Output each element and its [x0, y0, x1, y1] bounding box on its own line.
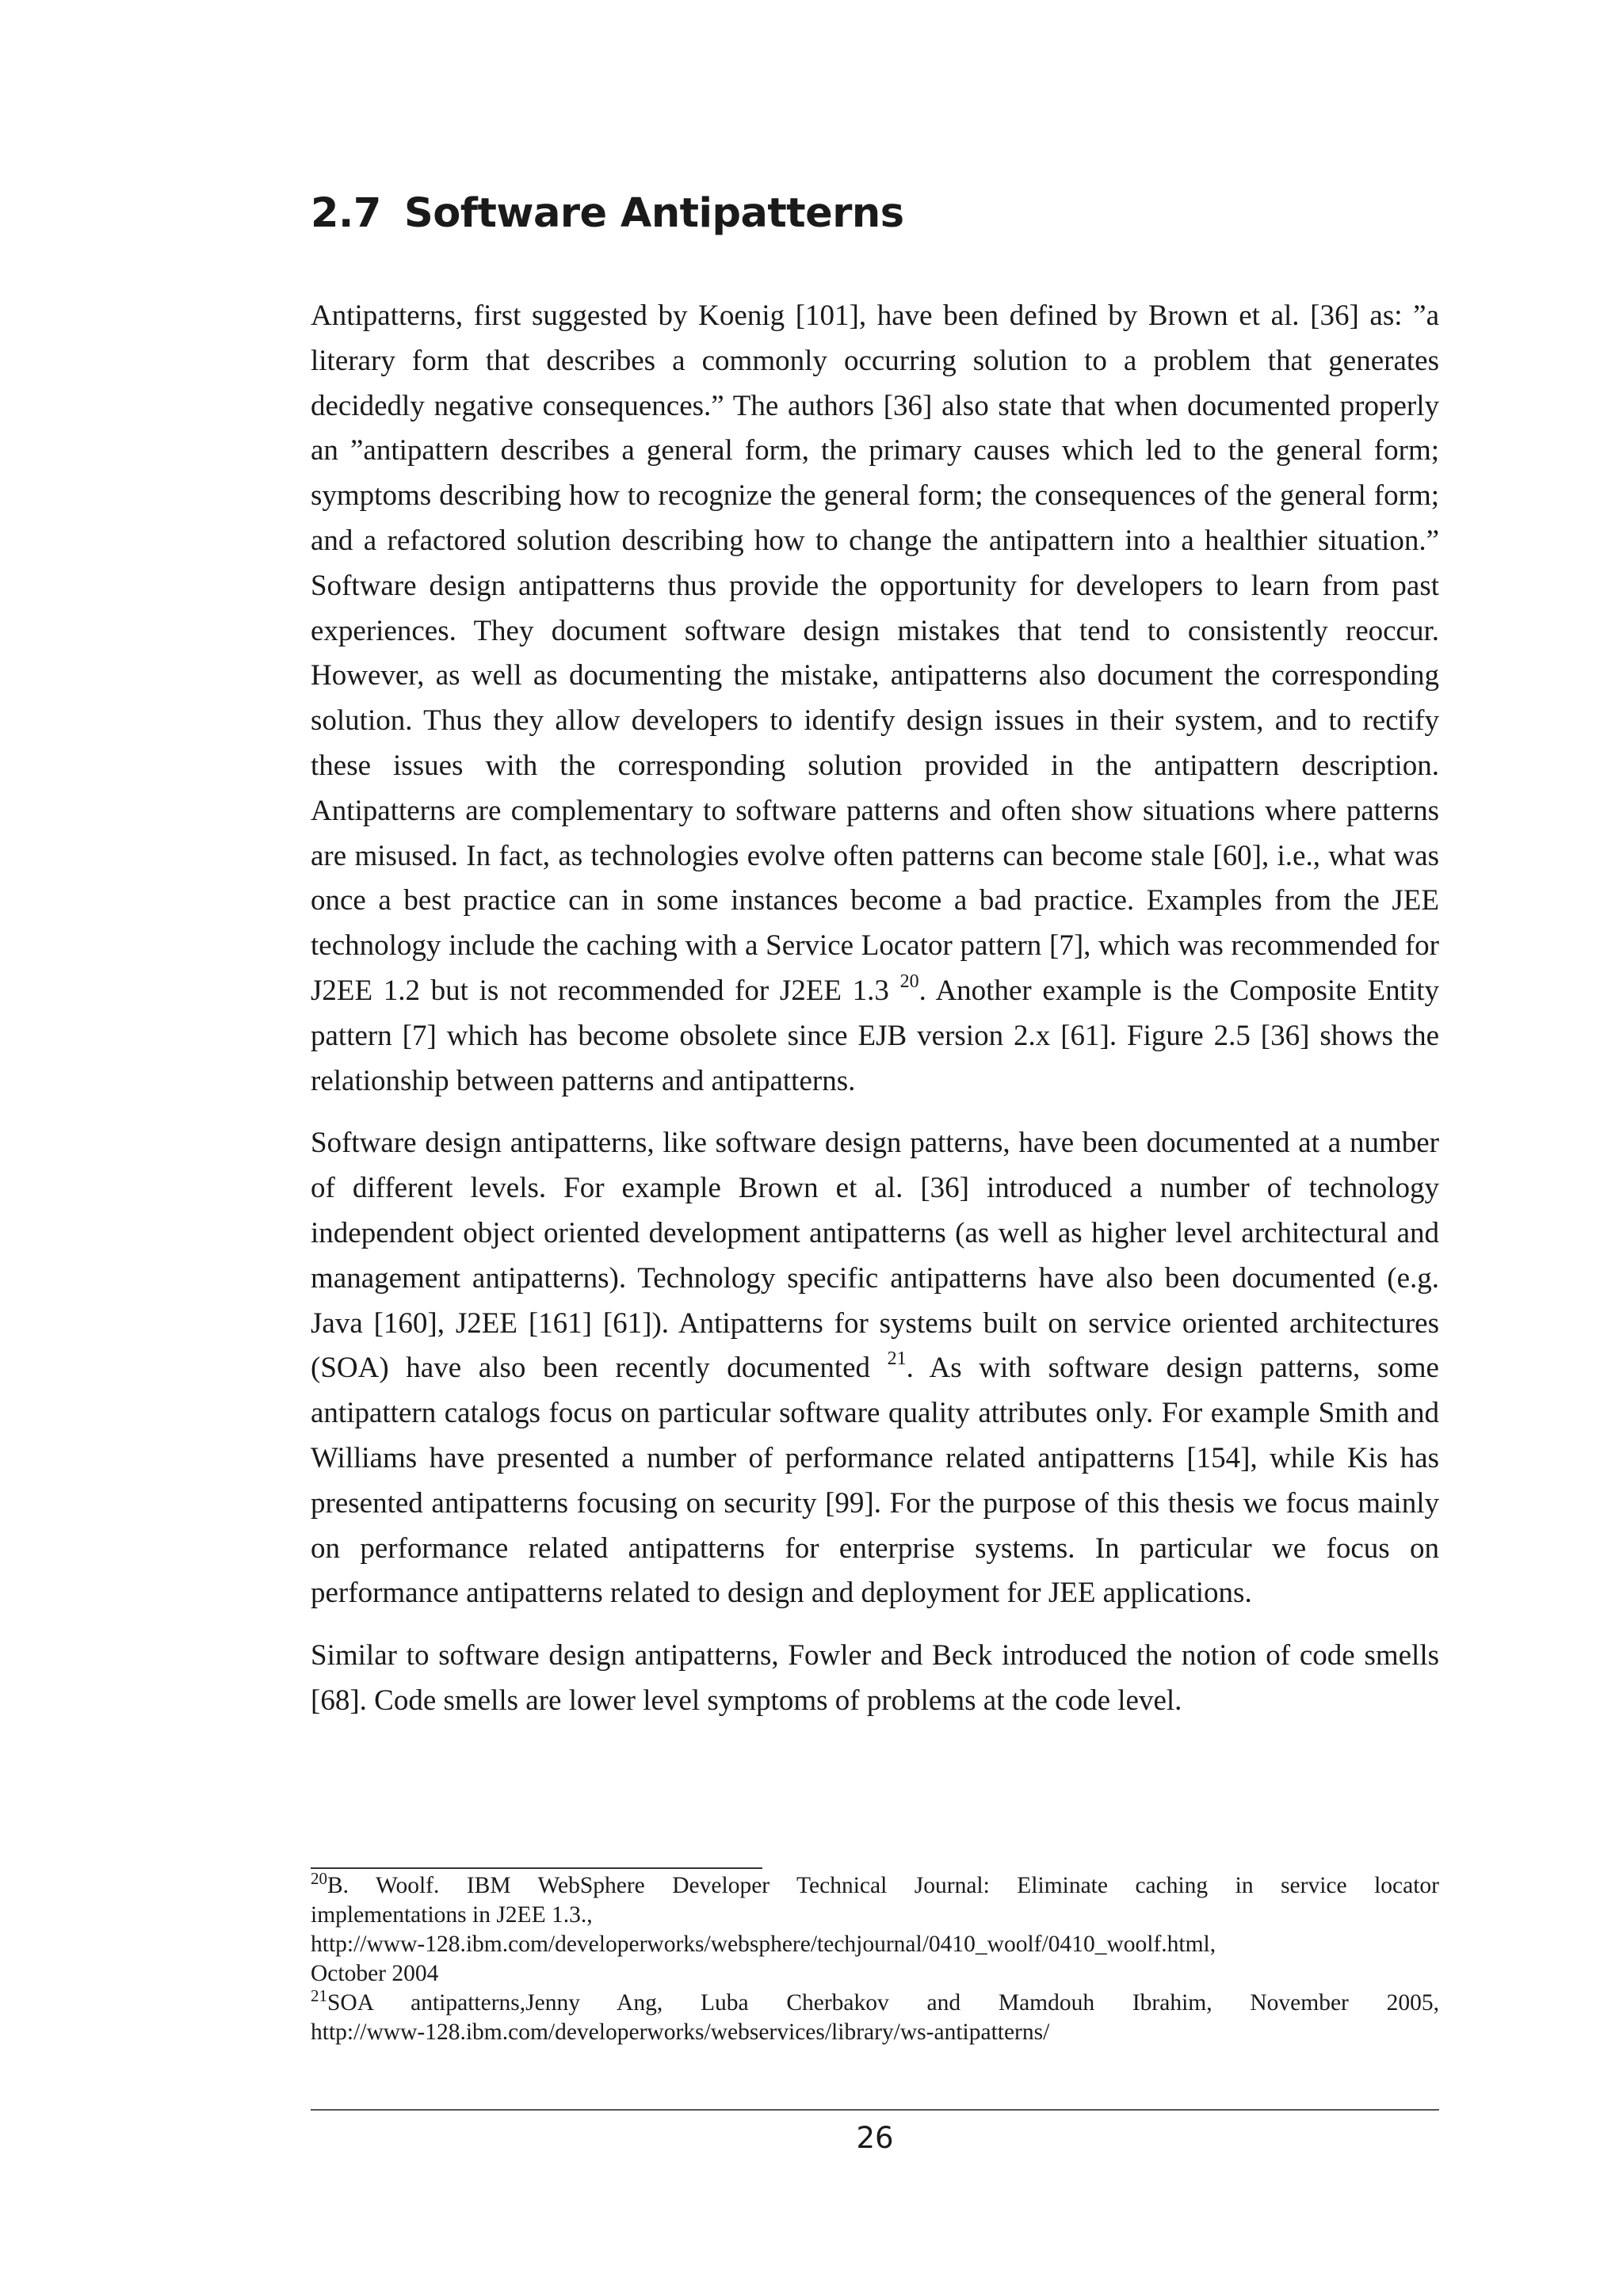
footnote-21-mark: 21	[311, 1986, 327, 2005]
page	[311, 0, 1439, 2296]
section-number: 2.7	[311, 190, 381, 237]
footnote-20-line-1	[311, 1871, 1439, 1901]
footnote-divider	[311, 1867, 762, 1869]
footnote-20-line-2: implementations in J2EE 1.3.,	[311, 1902, 593, 1928]
section-heading	[311, 190, 904, 237]
footnote-20-date: October 2004	[311, 1961, 439, 1986]
footnotes	[311, 1871, 1439, 2047]
paragraph-1	[311, 294, 1439, 1104]
footnote-21	[311, 1986, 1439, 2047]
paragraph-3: Similar to software design antipatterns, Fowler and Beck introduced the notion of code smells [68]. Code smells are lower level symptoms of problems at the code level.	[311, 1639, 1439, 1717]
paragraph-1-text-a: Antipatterns, first suggested by Koenig [101], have been defined by Brown et al. [36] as: ”a literary form that describes a commonly occurring solution to a problem that generates decidedly negative consequences.” The authors [36] also state that when documented properly an ”antipattern describes a general form, the primary causes which led to the general form; symptoms describing how to recognize the general form; the consequences of the general form; and a refactored solution describing how to change the antipattern into a healthier situation.” Software design antipatterns thus provide the opportunity for developers to learn from past experiences. They document software design mistakes that tend to consistently reoccur. However, as well as documenting the mistake, antipatterns also document the corresponding solution. Thus they allow developers to identify design issues in their system, and to rectify these issues with the corresponding solution provided in the antipattern description. Antipatterns are complementary to software patterns and often show situations where patterns are misused. In fact, as technologies evolve often patterns can become stale [60], i.e., what was once a best practice can in some instances become a bad practice. Examples from the JEE technology include the caching with a Service Locator pattern [7], which was recommended for J2EE 1.2 but is not recommended for J2EE 1.3	[311, 299, 1439, 1007]
footnote-21-url[interactable]: http://www-128.ibm.com/developerworks/webservices/library/ws-antipatterns/	[311, 2019, 1050, 2045]
page-number: 26	[856, 2121, 894, 2155]
footnote-21-line-1	[311, 1986, 1439, 2018]
footnote-20-mark: 20	[311, 1869, 327, 1888]
footnote-21-text: SOA antipatterns,Jenny Ang, Luba Cherbakov and Mamdouh Ibrahim, November 2005,	[327, 1990, 1439, 2016]
paragraph-2-text-a: Software design antipatterns, like software design patterns, have been documented at a number of different levels. For example Brown et al. [36] introduced a number of technology independent object oriented development antipatterns (as well as higher level architectural and management antipatterns). Technology specific antipatterns have also been documented (e.g. Java [160], J2EE [161] [61]). Antipatterns for systems built on service oriented architectures (SOA) have also been recently documented	[311, 1127, 1439, 1385]
footnote-ref-21[interactable]: 21	[887, 1348, 907, 1370]
footnote-20-text: B. Woolf. IBM WebSphere Developer Technical Journal: Eliminate caching in service locator	[327, 1873, 1439, 1898]
footnote-ref-20[interactable]: 20	[899, 971, 919, 992]
section-title: Software Antipatterns	[404, 190, 904, 237]
paragraph-1-text-b: . Another example is the Composite Entity pattern [7] which has become obsolete since EJB version 2.x [61]. Figure 2.5 [36] shows the relationship between patterns and antipatterns.	[311, 974, 1439, 1097]
footer-divider	[311, 2109, 1439, 2111]
footnote-20	[311, 1871, 1439, 1989]
body-text	[311, 294, 1439, 1741]
footnote-20-url[interactable]: http://www-128.ibm.com/developerworks/websphere/techjournal/0410_woolf/0410_woolf.html,	[311, 1932, 1216, 1957]
paragraph-2-text-b: . As with software design patterns, some antipattern catalogs focus on particular software quality attributes only. For example Smith and Williams have presented a number of performance related antipatterns [154], while Kis has presented antipatterns focusing on security [99]. For the purpose of this thesis we focus mainly on performance related antipatterns for enterprise systems. In particular we focus on performance antipatterns related to design and deployment for JEE applications.	[311, 1352, 1439, 1610]
paragraph-2	[311, 1121, 1439, 1616]
